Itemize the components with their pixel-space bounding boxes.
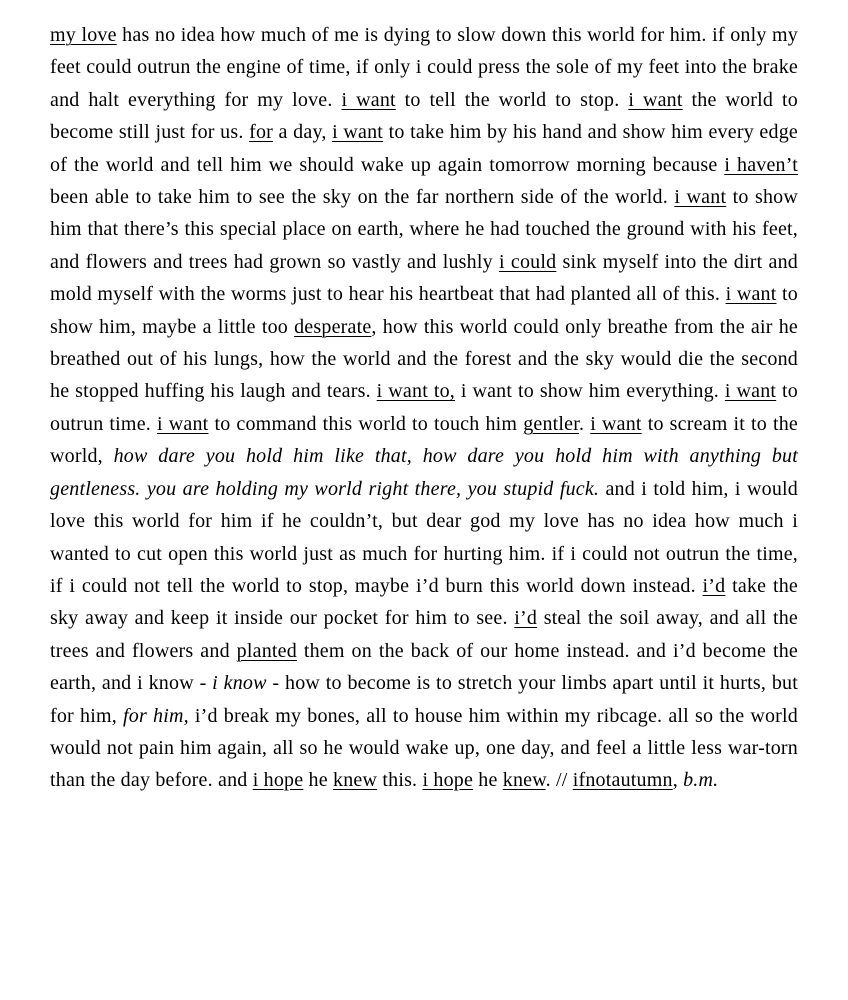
- text-run: to tell the world to stop.: [395, 88, 629, 111]
- inline-link[interactable]: i hope: [422, 769, 474, 792]
- text-run: to command this world to touch him: [208, 412, 524, 435]
- inline-link[interactable]: i haven’t: [724, 153, 799, 176]
- text-run: a day,: [273, 121, 333, 144]
- text-run: sink myself into the dirt and mold myself with the worms just to hear his heartbeat that had planted all of this.: [50, 250, 799, 306]
- inline-link[interactable]: knew: [333, 769, 378, 792]
- text-run: , how this world could only breathe from the air he breathed out of his lungs, how the world and the forest and the sky would die the second he stopped huffing his laugh and tears.: [50, 315, 798, 403]
- inline-link[interactable]: desperate: [294, 315, 372, 338]
- inline-link[interactable]: i want: [725, 283, 777, 306]
- text-run: i want to show him everything.: [454, 380, 725, 403]
- inline-link[interactable]: i want: [628, 88, 683, 111]
- inline-link[interactable]: for: [249, 121, 274, 144]
- text-run: been able to take him to see the sky on the far northern side of the world.: [50, 186, 675, 209]
- inline-link[interactable]: planted: [236, 639, 297, 662]
- text-run: i’d break my bones, all to house him within my ribcage. all so the world would not pain him again, all so he would wake up, one day, and feel a little less war-torn than the day before. and: [50, 704, 798, 792]
- italic-text: how dare you hold him like that, how dare you hold him with anything but gentleness. you are holding my world right there, you stupid fuck.: [50, 445, 798, 500]
- inline-link[interactable]: i want to,: [376, 380, 455, 403]
- text-run: take the sky away and keep it inside our pocket for him to see.: [50, 574, 798, 630]
- inline-link[interactable]: my love: [50, 24, 117, 46]
- text-run: . //: [545, 769, 573, 792]
- text-run: has no idea how much of me is dying to slow down this world for him. if only my feet could outrun the engine of time, if only i could press the sole of my feet into the brake and halt everything for my love.: [50, 24, 799, 111]
- inline-link[interactable]: i want: [724, 380, 777, 403]
- text-run: steal the soil away, and all the trees and flowers and: [50, 607, 798, 662]
- inline-link[interactable]: i want: [590, 412, 642, 435]
- text-run: to show him that there’s this special place on earth, where he had touched the ground with his feet, and flowers and trees had grown so vastly and lushly: [50, 186, 798, 273]
- text-run: to take him by his hand and show him every edge of the world and tell him we should wake up again tomorrow morning because: [50, 121, 798, 176]
- text-run: - how to become is to stretch your limbs apart until it hurts, but for him,: [50, 672, 798, 727]
- text-run: he: [303, 769, 334, 792]
- inline-link[interactable]: i want: [156, 412, 209, 435]
- inline-link[interactable]: ifnotautumn: [572, 769, 673, 792]
- inline-link[interactable]: i’d: [702, 574, 726, 597]
- text-run: to outrun time.: [50, 380, 798, 435]
- italic-text: for him,: [122, 704, 189, 727]
- italic-text: b.m.: [683, 769, 719, 792]
- text-run: and i told him, i would love this world for him if he couldn’t, but dear god my love has no idea how much i wanted to cut open this world just as much for hurting him. if i could not outrun the time, if i could not tell the world to stop, maybe i’d burn this world down instead.: [50, 477, 798, 597]
- text-run: .: [579, 412, 591, 435]
- inline-link[interactable]: gentler: [523, 412, 580, 435]
- inline-link[interactable]: i could: [498, 250, 557, 273]
- inline-link[interactable]: i hope: [252, 769, 304, 792]
- inline-link[interactable]: i’d: [514, 607, 538, 630]
- text-run: this.: [377, 769, 423, 792]
- text-run: to show him, maybe a little too: [50, 283, 798, 338]
- text-run: to scream it to the world,: [50, 412, 799, 468]
- text-run: ,: [672, 769, 684, 792]
- inline-link[interactable]: i want: [674, 186, 727, 209]
- text-run: them on the back of our home instead. and i’d become the earth, and i know -: [50, 639, 798, 695]
- inline-link[interactable]: i want: [332, 121, 384, 144]
- inline-link[interactable]: knew: [502, 769, 546, 792]
- italic-text: i know: [212, 672, 267, 695]
- text-run: he: [473, 769, 503, 792]
- text-run: the world to become still just for us.: [50, 88, 798, 144]
- inline-link[interactable]: i want: [341, 88, 396, 111]
